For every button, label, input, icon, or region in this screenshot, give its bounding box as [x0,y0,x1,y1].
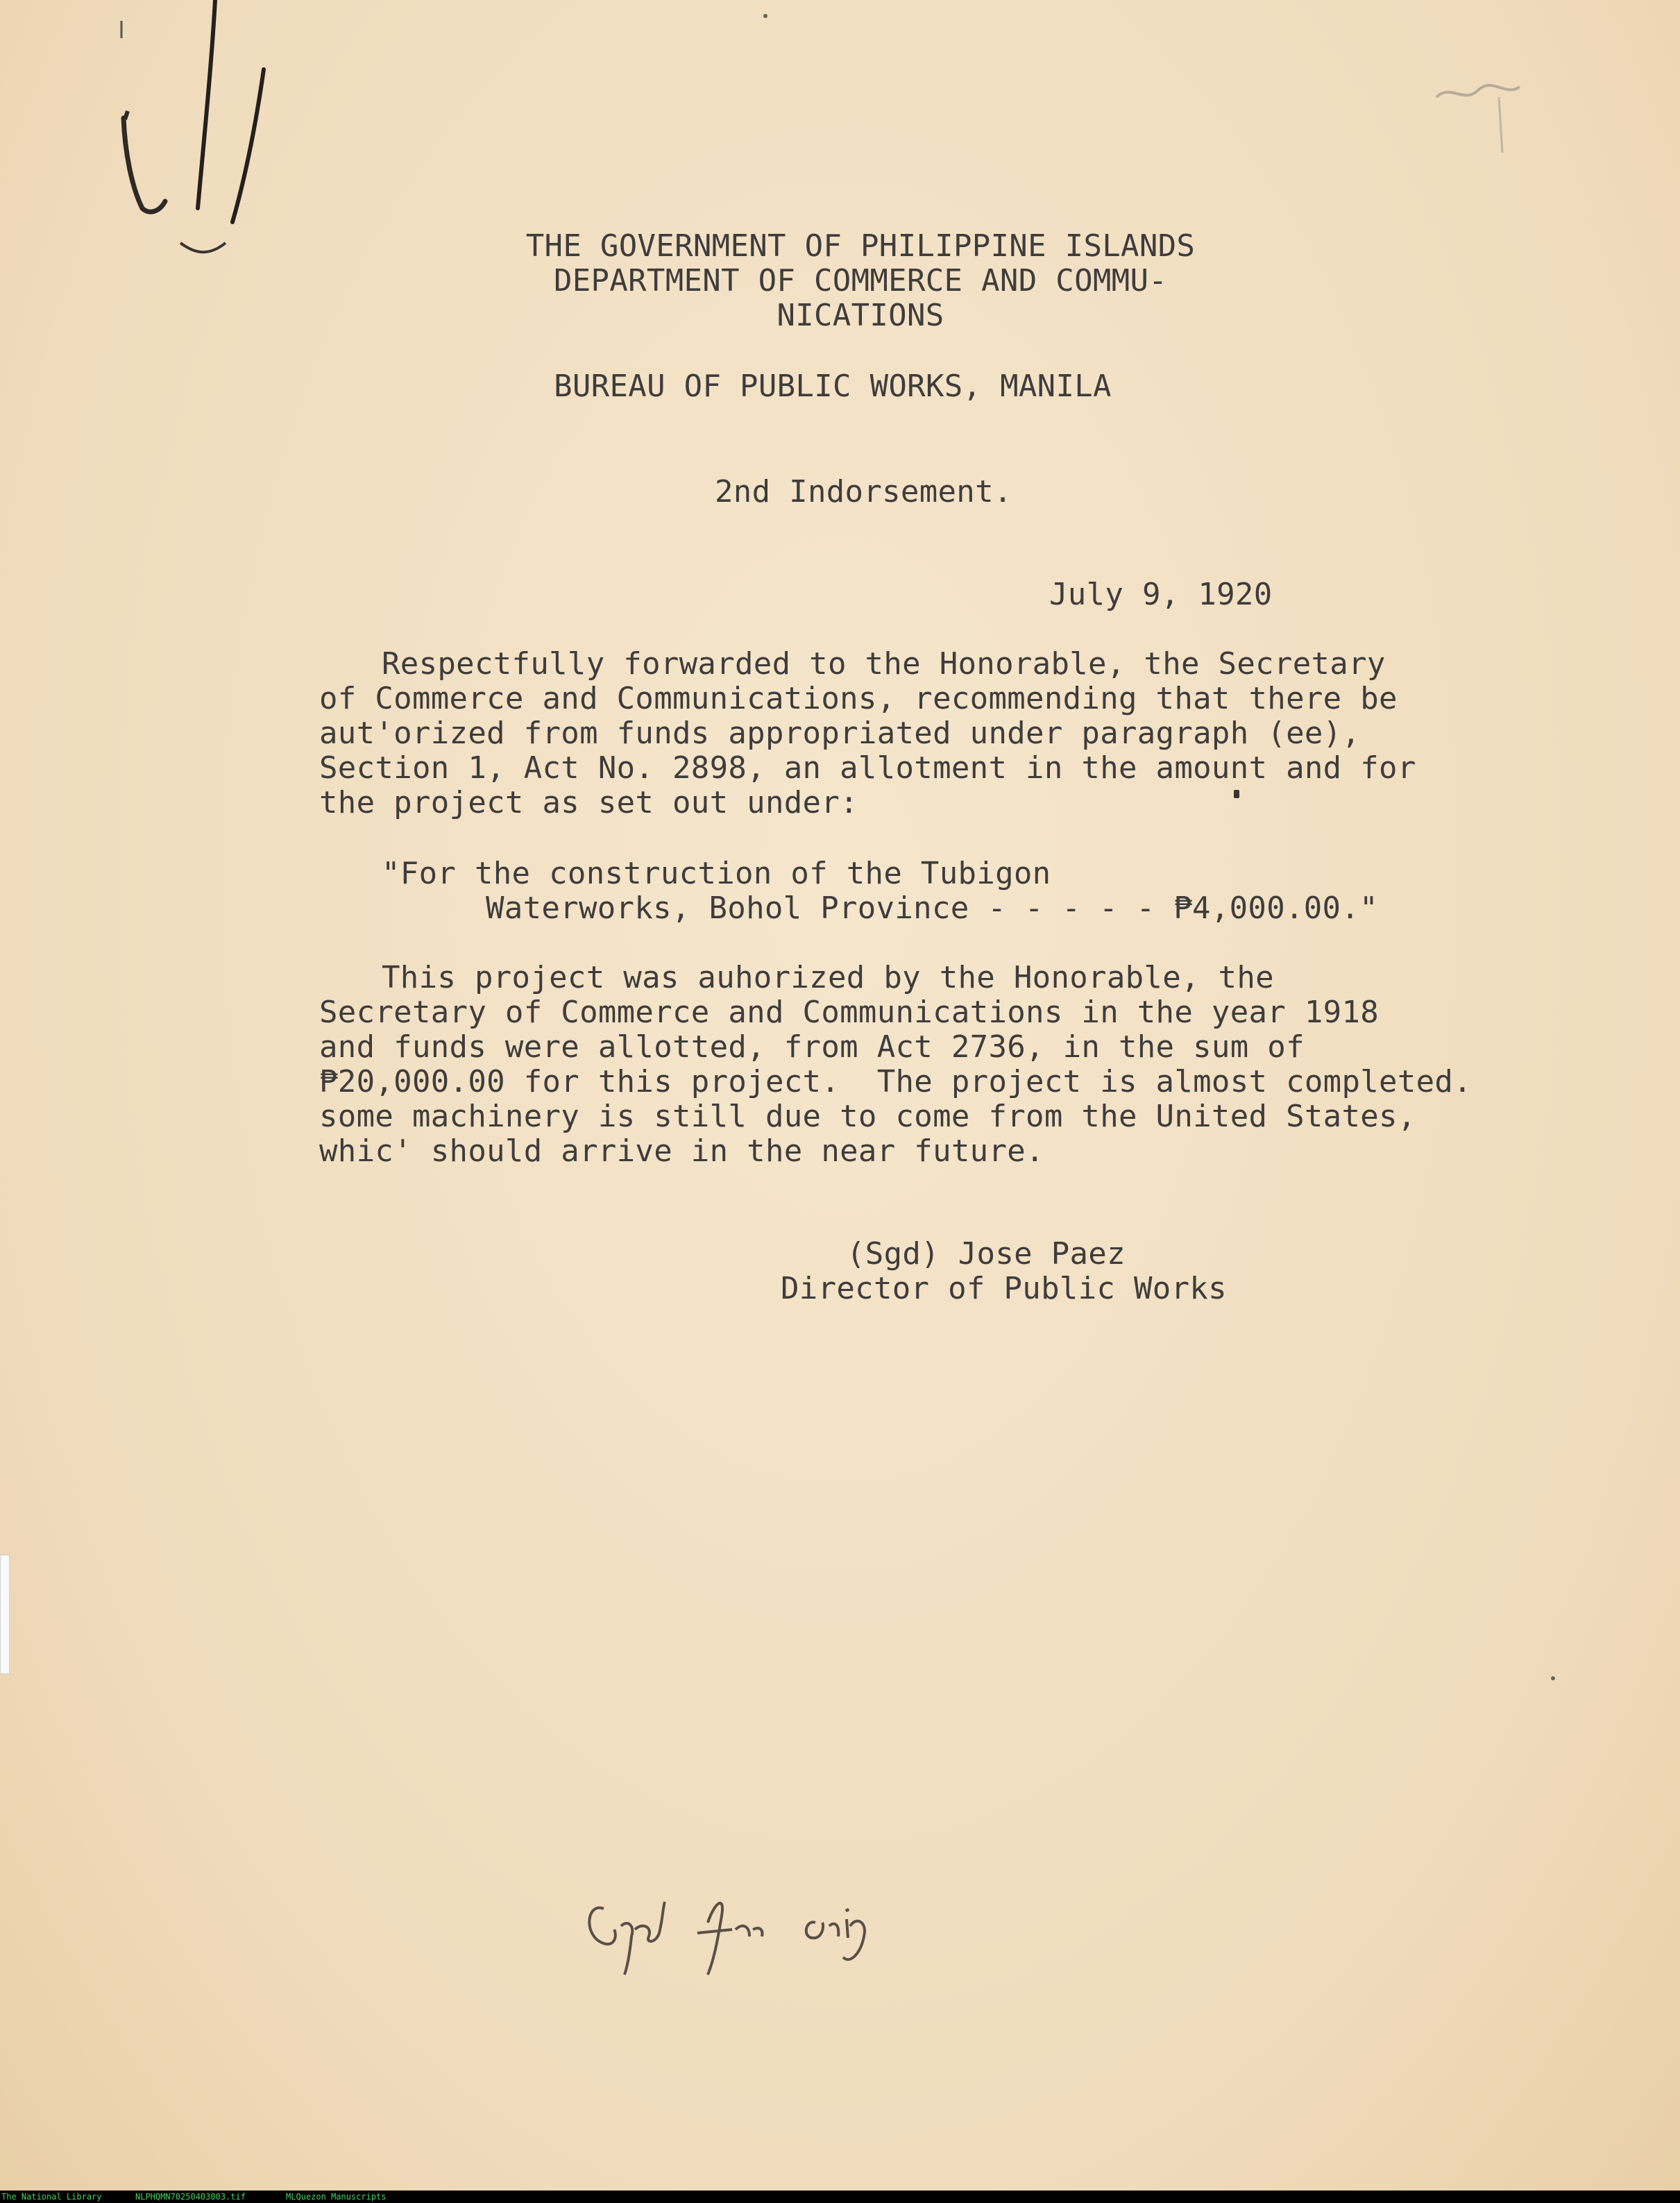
scan-footer [0,2191,1680,2203]
letter-date: July 9, 1920 [1049,577,1273,612]
letterhead-line-1: THE GOVERNMENT OF PHILIPPINE ISLANDS [525,228,1196,264]
handwritten-note [576,1860,965,1978]
paragraph-2-line-6: whic' should arrive in the near future. [319,1133,1044,1169]
quote-line-1: "For the construction of the Tubigon [382,856,1051,891]
letterhead-line-3: NICATIONS [777,298,944,333]
signature-name: (Sgd) Jose Paez [847,1236,1126,1272]
faint-pencil-mark-top-right [1423,56,1561,167]
paragraph-2-line-3: and funds were allotted, from Act 2736, in the sum of [319,1029,1305,1065]
paragraph-1-line-2: of Commerce and Communications, recommending that there be [319,681,1398,716]
ink-speck [763,14,767,18]
letterhead-line-2: DEPARTMENT OF COMMERCE AND COMMU- [553,263,1168,298]
signature-title: Director of Public Works [781,1271,1227,1306]
paragraph-1-line-1: Respectfully forwarded to the Honorable, the Secretary [382,646,1386,682]
paragraph-2-line-4: ₱20,000.00 for this project. The project is almost completed. [319,1064,1472,1099]
paragraph-2-line-5: some machinery is still due to come from the United States, [319,1099,1416,1134]
pencil-marks-top-left [56,0,278,271]
bureau-line: BUREAU OF PUBLIC WORKS, MANILA [554,369,1112,404]
footer-file: NLPHQMN70250403003.tif [135,2192,246,2202]
page-tab [0,1555,10,1674]
footer-collection: MLQuezon Manuscripts [286,2192,387,2202]
footer-library: The National Library [1,2192,102,2202]
paragraph-1-line-5: the project as set out under: [319,785,858,820]
paragraph-1-line-3: aut'orized from funds appropriated under paragraph (ee), [319,716,1361,751]
indorsement-heading: 2nd Indorsement. [715,474,1012,509]
paragraph-2-line-1: This project was auhorized by the Honorable, the [382,960,1274,995]
ink-speck [1551,1676,1555,1680]
paragraph-2-line-2: Secretary of Commerce and Communications in the year 1918 [319,995,1380,1030]
ink-speck [1234,790,1239,798]
quote-line-2: Waterworks, Bohol Province - - - - - ₱4,000.00." [486,891,1378,926]
paragraph-1-line-4: Section 1, Act No. 2898, an allotment in the amount and for [319,750,1416,786]
